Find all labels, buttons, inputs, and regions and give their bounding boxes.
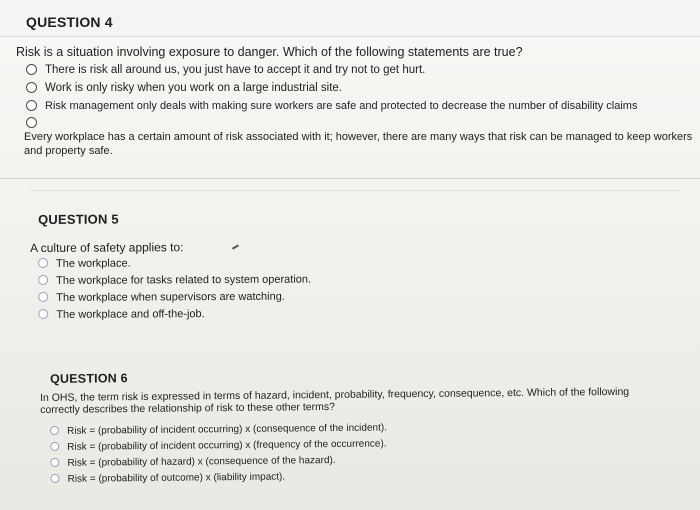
radio-button[interactable]	[38, 275, 48, 285]
question-4-title: QUESTION 4	[26, 14, 113, 30]
question-4-option-3[interactable]	[26, 99, 696, 114]
question-4-option-4[interactable]	[26, 117, 696, 158]
option-label: Risk = (probability of outcome) x (liability impact).	[67, 471, 286, 485]
question-5-prompt: A culture of safety applies to:	[30, 240, 184, 255]
option-label: Every workplace has a certain amount of risk associated with it; however, there are many ways that risk can be managed to keep workers and property safe.	[24, 131, 693, 157]
radio-button[interactable]	[51, 474, 60, 483]
question-5-option-3[interactable]	[38, 288, 638, 306]
question-5-option-2[interactable]	[38, 271, 638, 289]
question-5-option-1[interactable]	[38, 254, 638, 272]
question-5-option-4[interactable]	[38, 305, 638, 323]
section-divider	[30, 190, 680, 191]
option-label: Risk = (probability of incident occurring) x (frequency of the occurrence).	[67, 438, 387, 453]
radio-button[interactable]	[50, 442, 59, 451]
question-6-prompt: In OHS, the term risk is expressed in terms of hazard, incident, probability, frequency, consequence, etc. Which of the following correctly describes the relationship of risk to these other terms?	[40, 385, 630, 416]
question-6-options	[50, 418, 611, 487]
question-4-option-1[interactable]	[26, 63, 696, 78]
option-label: The workplace.	[56, 257, 131, 270]
option-label: Risk = (probability of incident occurring) x (consequence of the incident).	[67, 422, 388, 437]
radio-button[interactable]	[50, 458, 59, 467]
option-label: Work is only risky when you work on a large industrial site.	[45, 82, 342, 94]
radio-button[interactable]	[50, 426, 59, 435]
radio-button[interactable]	[38, 309, 48, 319]
option-label: The workplace when supervisors are watching.	[56, 290, 285, 304]
mouse-cursor-mark	[232, 244, 239, 249]
question-4-title-wrap	[26, 14, 113, 30]
question-5-title: QUESTION 5	[38, 211, 119, 227]
option-label: The workplace for tasks related to system operation.	[56, 273, 312, 287]
option-label: There is risk all around us, you just have to accept it and try not to get hurt.	[45, 64, 426, 76]
radio-button[interactable]	[26, 117, 37, 128]
option-label: Risk management only deals with making sure workers are safe and protected to decrease the number of disability claims	[45, 100, 638, 112]
question-5-title-wrap	[38, 212, 119, 227]
radio-button[interactable]	[38, 292, 48, 302]
section-divider	[0, 178, 700, 179]
question-5-options	[38, 253, 638, 324]
radio-button[interactable]	[38, 258, 48, 268]
option-label: Risk = (probability of hazard) x (consequence of the hazard).	[67, 455, 336, 469]
question-4-options	[26, 62, 696, 158]
question-6-title: QUESTION 6	[50, 371, 128, 386]
question-6-title-wrap	[50, 371, 128, 386]
question-6-option-4[interactable]	[51, 467, 611, 486]
question-4-prompt: Risk is a situation involving exposure to danger. Which of the following statements are true?	[16, 45, 523, 59]
option-label: The workplace and off-the-job.	[56, 308, 205, 321]
question-4-option-2[interactable]	[26, 81, 696, 96]
radio-button[interactable]	[26, 64, 37, 75]
radio-button[interactable]	[26, 82, 37, 93]
radio-button[interactable]	[26, 100, 37, 111]
